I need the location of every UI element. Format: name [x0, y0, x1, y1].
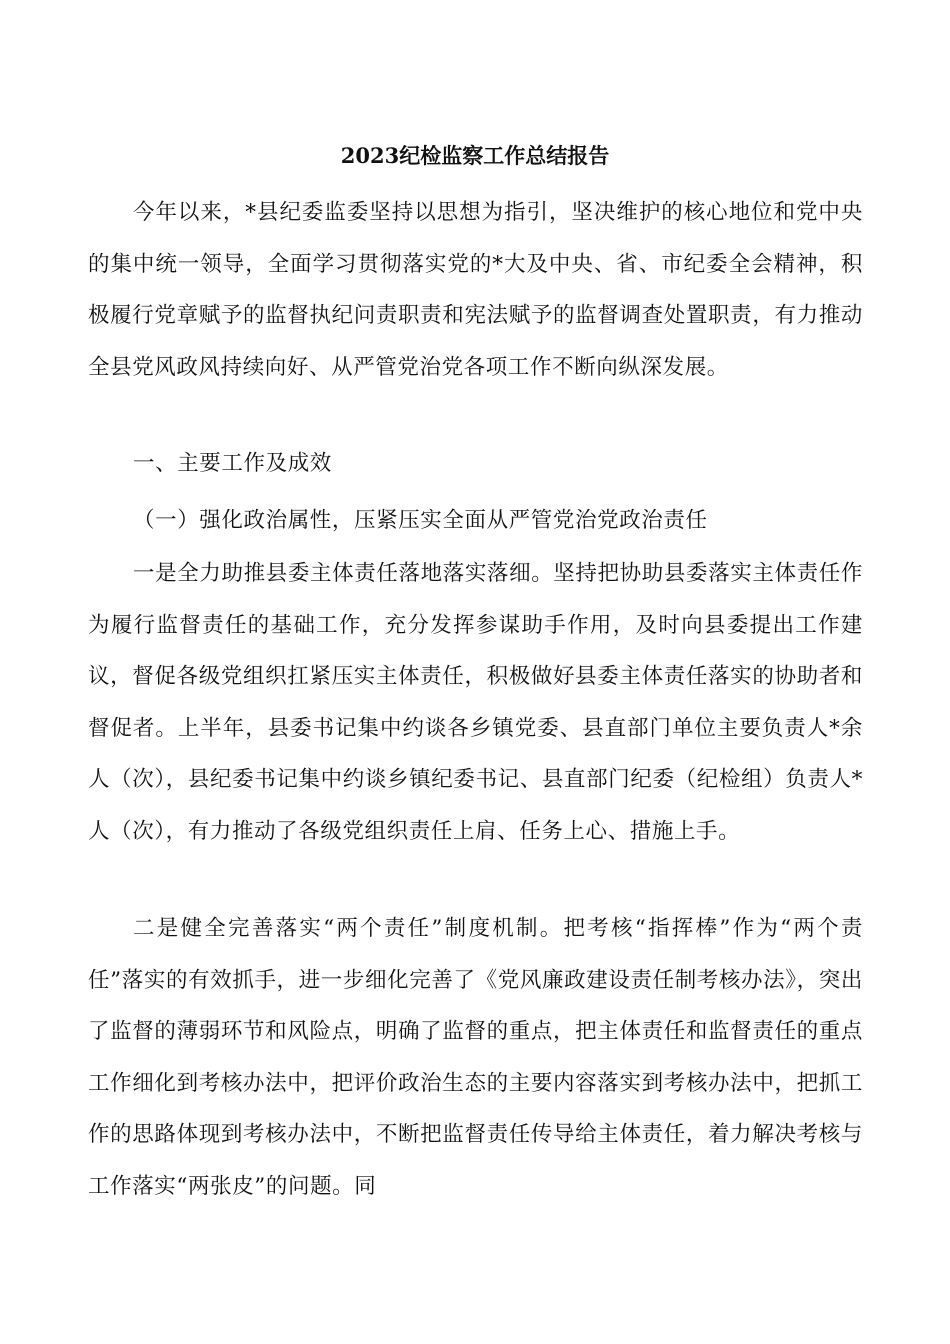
- section-heading: 一、主要工作及成效: [133, 451, 332, 476]
- body-paragraph-2: 二是健全完善落实“两个责任”制度机制。把考核“指挥棒”作为“两个责任”落实的有效抓手，进一步细化完善了《党风廉政建设责任制考核办法》，突出了监督的薄弱环节和风险点，明确了监督的重点，把主体责任和监督责任的重点工作细化到考核办法中，把评价政治生态的主要内容落实到考核办法中，把抓工作的思路体现到考核办法中，不断把监督责任传导给主体责任，着力解决考核与工作落实“两张皮”的问题。同: [88, 916, 863, 1199]
- subsection-heading: （一）强化政治属性，压紧压实全面从严管党治党政治责任: [133, 508, 708, 533]
- document-title: 2023纪检监察工作总结报告: [340, 143, 610, 168]
- body-paragraph-1: 一是全力助推县委主体责任落地落实落细。坚持把协助县委落实主体责任作为履行监督责任的基础工作，充分发挥参谋助手作用，及时向县委提出工作建议，督促各级党组织扛紧压实主体责任，积极做好县委主体责任落实的协助者和督促者。上半年，县委书记集中约谈各乡镇党委、县直部门单位主要负责人*余人（次），县纪委书记集中约谈乡镇纪委书记、县直部门纪委（纪检组）负责人*人（次），有力推动了各级党组织责任上肩、任务上心、措施上手。: [88, 561, 863, 844]
- intro-paragraph: 今年以来，*县纪委监委坚持以思想为指引，坚决维护的核心地位和党中央的集中统一领导，全面学习贯彻落实党的*大及中央、省、市纪委全会精神，积极履行党章赋予的监督执纪问责职责和宪法赋予的监督调查处置职责，有力推动全县党风政风持续向好、从严管党治党各项工作不断向纵深发展。: [88, 200, 863, 380]
